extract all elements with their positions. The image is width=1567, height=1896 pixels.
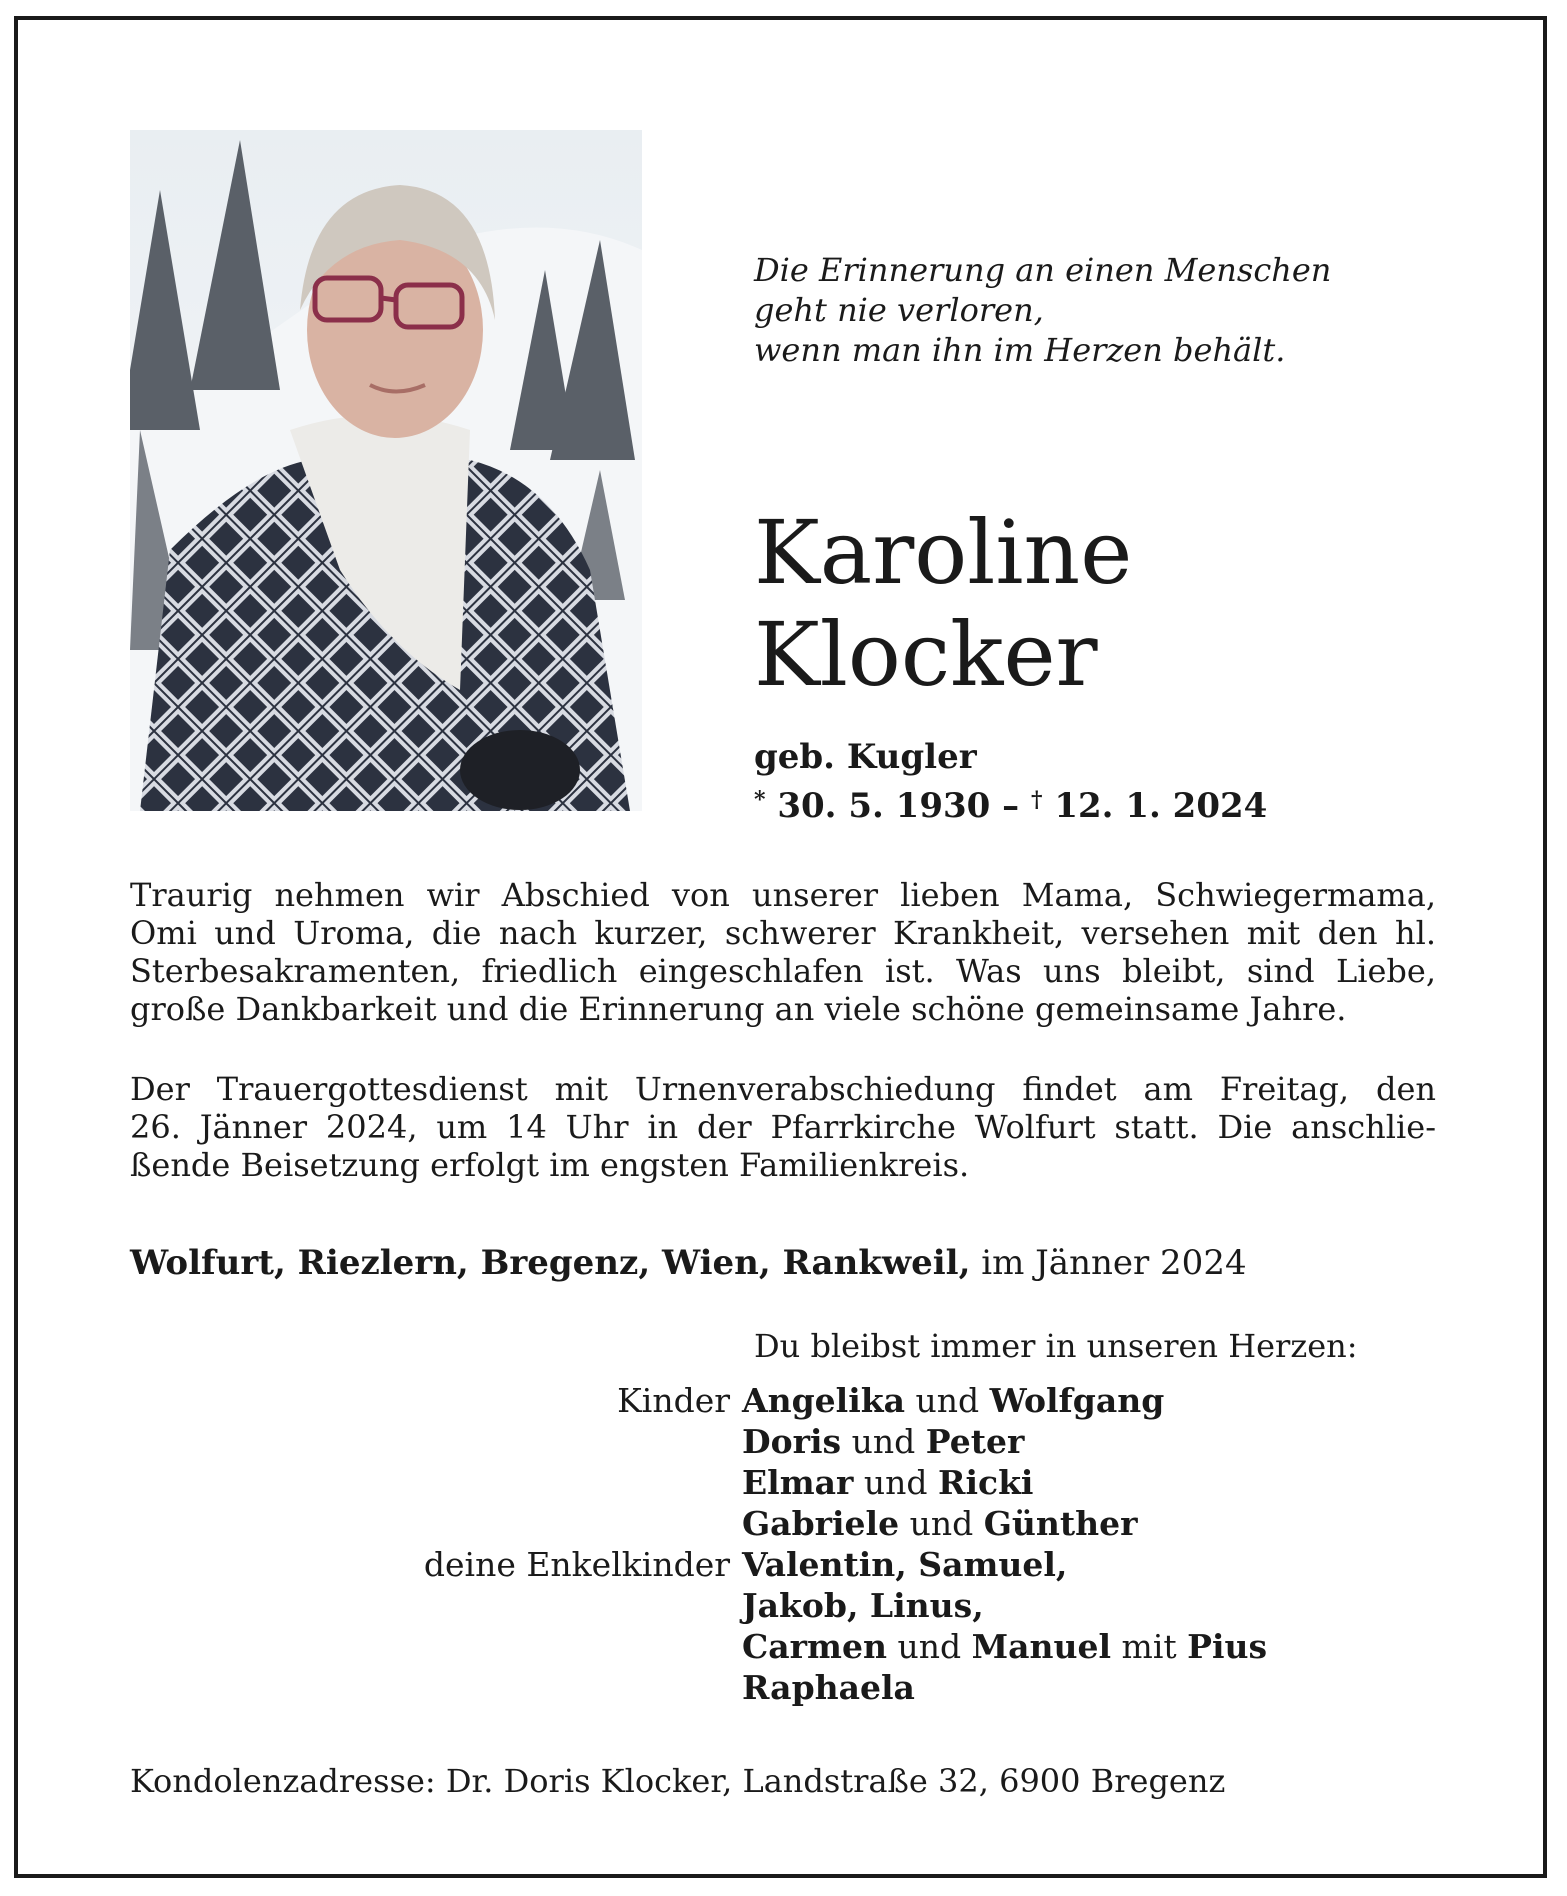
paragraph-line: Omi und Uroma, die nach kurzer, schwerer Krankheit, versehen mit den hl. bbox=[130, 914, 1436, 952]
family-member: Elmar bbox=[742, 1463, 854, 1502]
family-member: Peter bbox=[925, 1422, 1025, 1461]
death-date: 12. 1. 2024 bbox=[1054, 786, 1268, 826]
birth-symbol: * bbox=[754, 787, 766, 813]
family-row bbox=[130, 1503, 1436, 1544]
family-member: Jakob, Linus, bbox=[742, 1586, 984, 1625]
conjunction: und bbox=[897, 1627, 962, 1666]
family-motto: Du bleibst immer in unseren Herzen: bbox=[754, 1327, 1358, 1365]
towns: Wolfurt, Riezlern, Bregenz, Wien, Rankweil, bbox=[130, 1243, 971, 1283]
family-member: Wolfgang bbox=[989, 1381, 1165, 1420]
family-row bbox=[130, 1585, 1436, 1626]
portrait-photo bbox=[130, 130, 642, 811]
family-member: Raphaela bbox=[742, 1668, 915, 1707]
paragraph-line: ßende Beisetzung erfolgt im engsten Familienkreis. bbox=[130, 1146, 970, 1184]
children-label: Kinder bbox=[617, 1381, 730, 1420]
paragraph-line: Traurig nehmen wir Abschied von unserer lieben Mama, Schwiegermama, bbox=[130, 876, 1436, 914]
family-member: Günther bbox=[983, 1504, 1138, 1543]
first-name: Karoline bbox=[754, 501, 1133, 604]
quote-line: geht nie verloren, bbox=[754, 291, 1044, 329]
family-member: Doris bbox=[742, 1422, 842, 1461]
family-member: Carmen bbox=[742, 1627, 887, 1666]
conjunction: und bbox=[863, 1463, 928, 1502]
places-and-date bbox=[130, 1242, 1247, 1284]
announcement-date: im Jänner 2024 bbox=[981, 1243, 1247, 1283]
family-list bbox=[130, 1380, 1436, 1708]
family-member: Pius bbox=[1187, 1627, 1268, 1666]
deceased-name bbox=[754, 502, 1132, 706]
death-symbol: † bbox=[1031, 787, 1043, 813]
paragraph-line: Sterbesakramenten, friedlich eingeschlafen ist. Was uns bleibt, sind Liebe, bbox=[130, 952, 1436, 990]
funeral-service-paragraph bbox=[130, 1070, 1436, 1184]
life-dates bbox=[754, 778, 1267, 828]
birth-name: geb. Kugler bbox=[754, 737, 977, 777]
family-row bbox=[130, 1626, 1436, 1667]
family-row bbox=[130, 1667, 1436, 1708]
family-member: Ricki bbox=[938, 1463, 1034, 1502]
birth-date: 30. 5. 1930 bbox=[777, 786, 991, 826]
conjunction: und bbox=[915, 1381, 980, 1420]
conjunction: und bbox=[851, 1422, 916, 1461]
last-name: Klocker bbox=[754, 603, 1098, 706]
quote-line: Die Erinnerung an einen Menschen bbox=[754, 251, 1332, 289]
family-member: Valentin, Samuel, bbox=[742, 1545, 1068, 1584]
announcement-paragraph bbox=[130, 876, 1436, 1028]
family-row bbox=[130, 1462, 1436, 1503]
quote-line: wenn man ihn im Herzen behält. bbox=[754, 331, 1286, 369]
family-member: Manuel bbox=[971, 1627, 1112, 1666]
family-row bbox=[130, 1380, 1436, 1421]
family-row bbox=[130, 1544, 1436, 1585]
family-member: Angelika bbox=[742, 1381, 905, 1420]
conjunction: und bbox=[909, 1504, 974, 1543]
conjunction: mit bbox=[1121, 1627, 1177, 1666]
paragraph-line: Der Trauergottesdienst mit Urnenverabschiedung findet am Freitag, den bbox=[130, 1070, 1436, 1108]
paragraph-line: 26. Jänner 2024, um 14 Uhr in der Pfarrkirche Wolfurt statt. Die anschlie- bbox=[130, 1108, 1436, 1146]
memorial-quote bbox=[754, 250, 1454, 370]
date-separator: – bbox=[1002, 786, 1020, 826]
condolence-address: Kondolenzadresse: Dr. Doris Klocker, Landstraße 32, 6900 Bregenz bbox=[130, 1762, 1226, 1800]
grandchildren-label: deine Enkelkinder bbox=[423, 1545, 730, 1584]
paragraph-line: große Dankbarkeit und die Erinnerung an viele schöne gemeinsame Jahre. bbox=[130, 990, 1347, 1028]
family-member: Gabriele bbox=[742, 1504, 900, 1543]
family-row bbox=[130, 1421, 1436, 1462]
